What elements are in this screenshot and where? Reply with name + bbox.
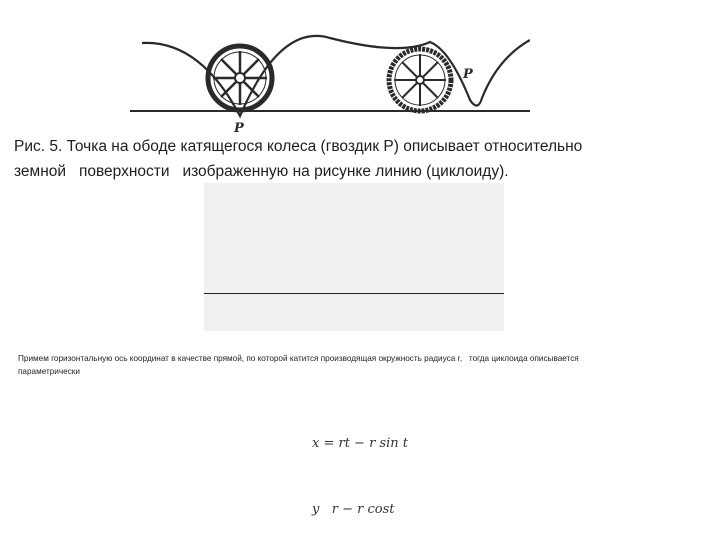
wheel-left (208, 46, 272, 110)
parametric-formula (312, 389, 408, 543)
point-p-label-right: P (463, 67, 473, 82)
point-p-label-bottom: P (234, 121, 244, 136)
formula-line-y: y r − r cost (312, 502, 395, 517)
body-paragraph: Примем горизонтальную ось координат в качестве прямой, по которой катится производящая окружность радиуса r, тогда циклоида описывается параметрически (18, 354, 579, 376)
cycloid-illustration (130, 28, 530, 138)
image-placeholder (204, 183, 504, 331)
wheel-right (389, 49, 451, 111)
formula-line-x: x = rt − r sin t (312, 436, 408, 451)
figure-caption: Рис. 5. Точка на ободе катящегося колеса (гвоздик Р) описывает относительно земной поверхности изображенную на рисунке линию (циклоиду). (14, 138, 583, 180)
placeholder-divider (204, 293, 504, 294)
